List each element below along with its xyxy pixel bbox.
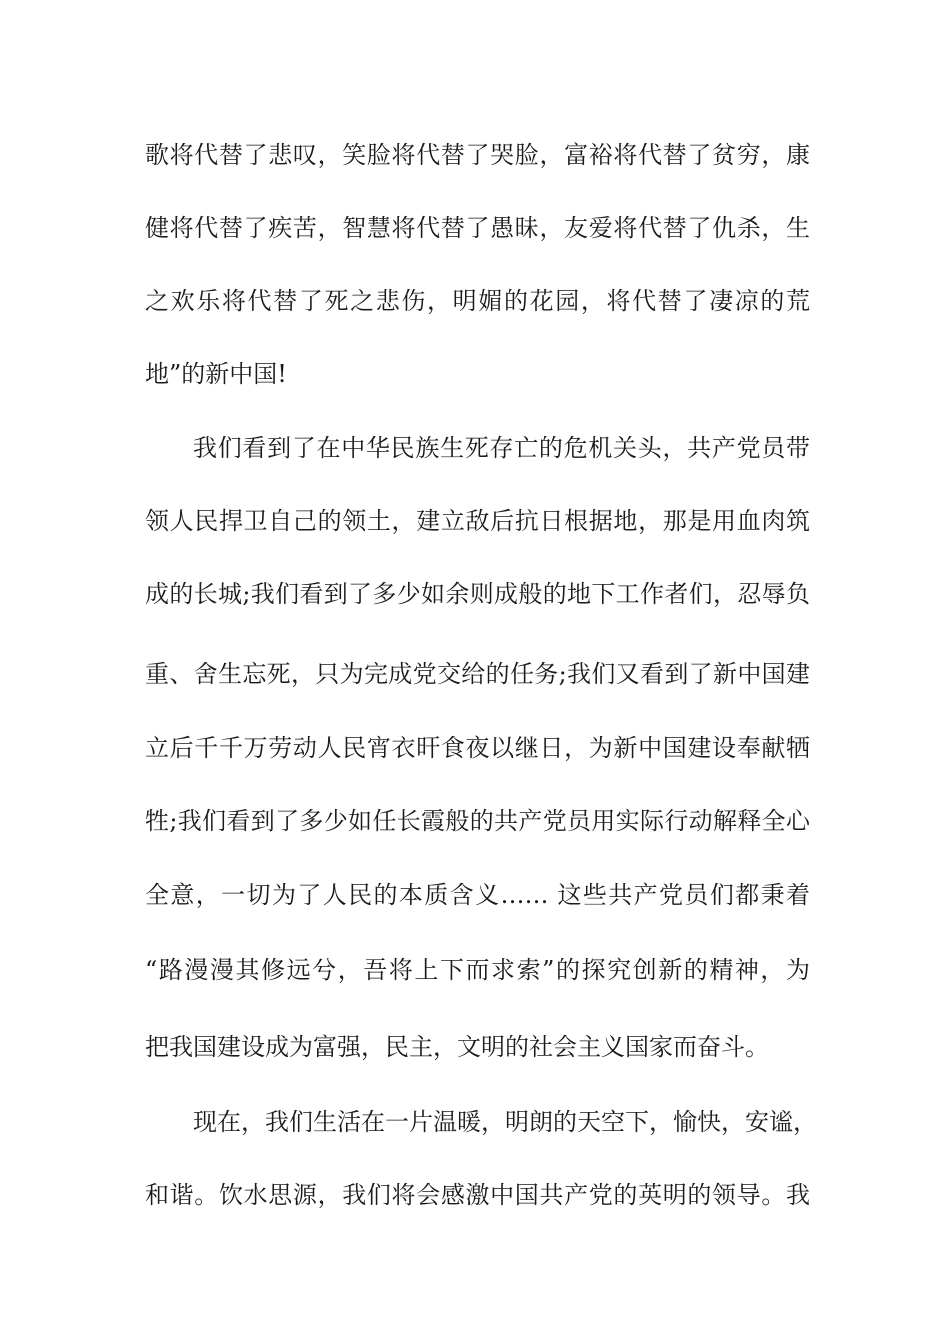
- text-line: 牲;我们看到了多少如任长霞般的共产党员用实际行动解释全心: [145, 807, 810, 835]
- text-line: 立后千千万劳动人民宵衣旰食夜以继日，为新中国建设奉献牺: [145, 734, 810, 762]
- text-line: 领人民捍卫自己的领土，建立敌后抗日根据地，那是用血肉筑: [145, 507, 810, 535]
- text-line: 健将代替了疾苦，智慧将代替了愚昧，友爱将代替了仇杀，生: [145, 214, 810, 242]
- text-line: 地”的新中国!: [145, 360, 287, 388]
- text-line: 和谐。饮水思源，我们将会感激中国共产党的英明的领导。我: [145, 1181, 810, 1209]
- text-line: 歌将代替了悲叹，笑脸将代替了哭脸，富裕将代替了贫穷，康: [145, 141, 810, 169]
- text-line: “路漫漫其修远兮，吾将上下而求索”的探究创新的精神，为: [145, 956, 810, 984]
- text-line: 现在，我们生活在一片温暖，明朗的天空下，愉快，安谧，: [193, 1108, 817, 1136]
- text-line: 成的长城;我们看到了多少如余则成般的地下工作者们，忍辱负: [145, 580, 810, 608]
- text-line: 全意，一切为了人民的本质含义…… 这些共产党员们都秉着: [145, 881, 810, 909]
- text-line: 之欢乐将代替了死之悲伤，明媚的花园，将代替了凄凉的荒: [145, 287, 810, 315]
- text-line: 重、舍生忘死，只为完成党交给的任务;我们又看到了新中国建: [145, 660, 810, 688]
- text-line: 我们看到了在中华民族生死存亡的危机关头，共产党员带: [193, 434, 810, 462]
- text-line: 把我国建设成为富强，民主，文明的社会主义国家而奋斗。: [145, 1033, 769, 1061]
